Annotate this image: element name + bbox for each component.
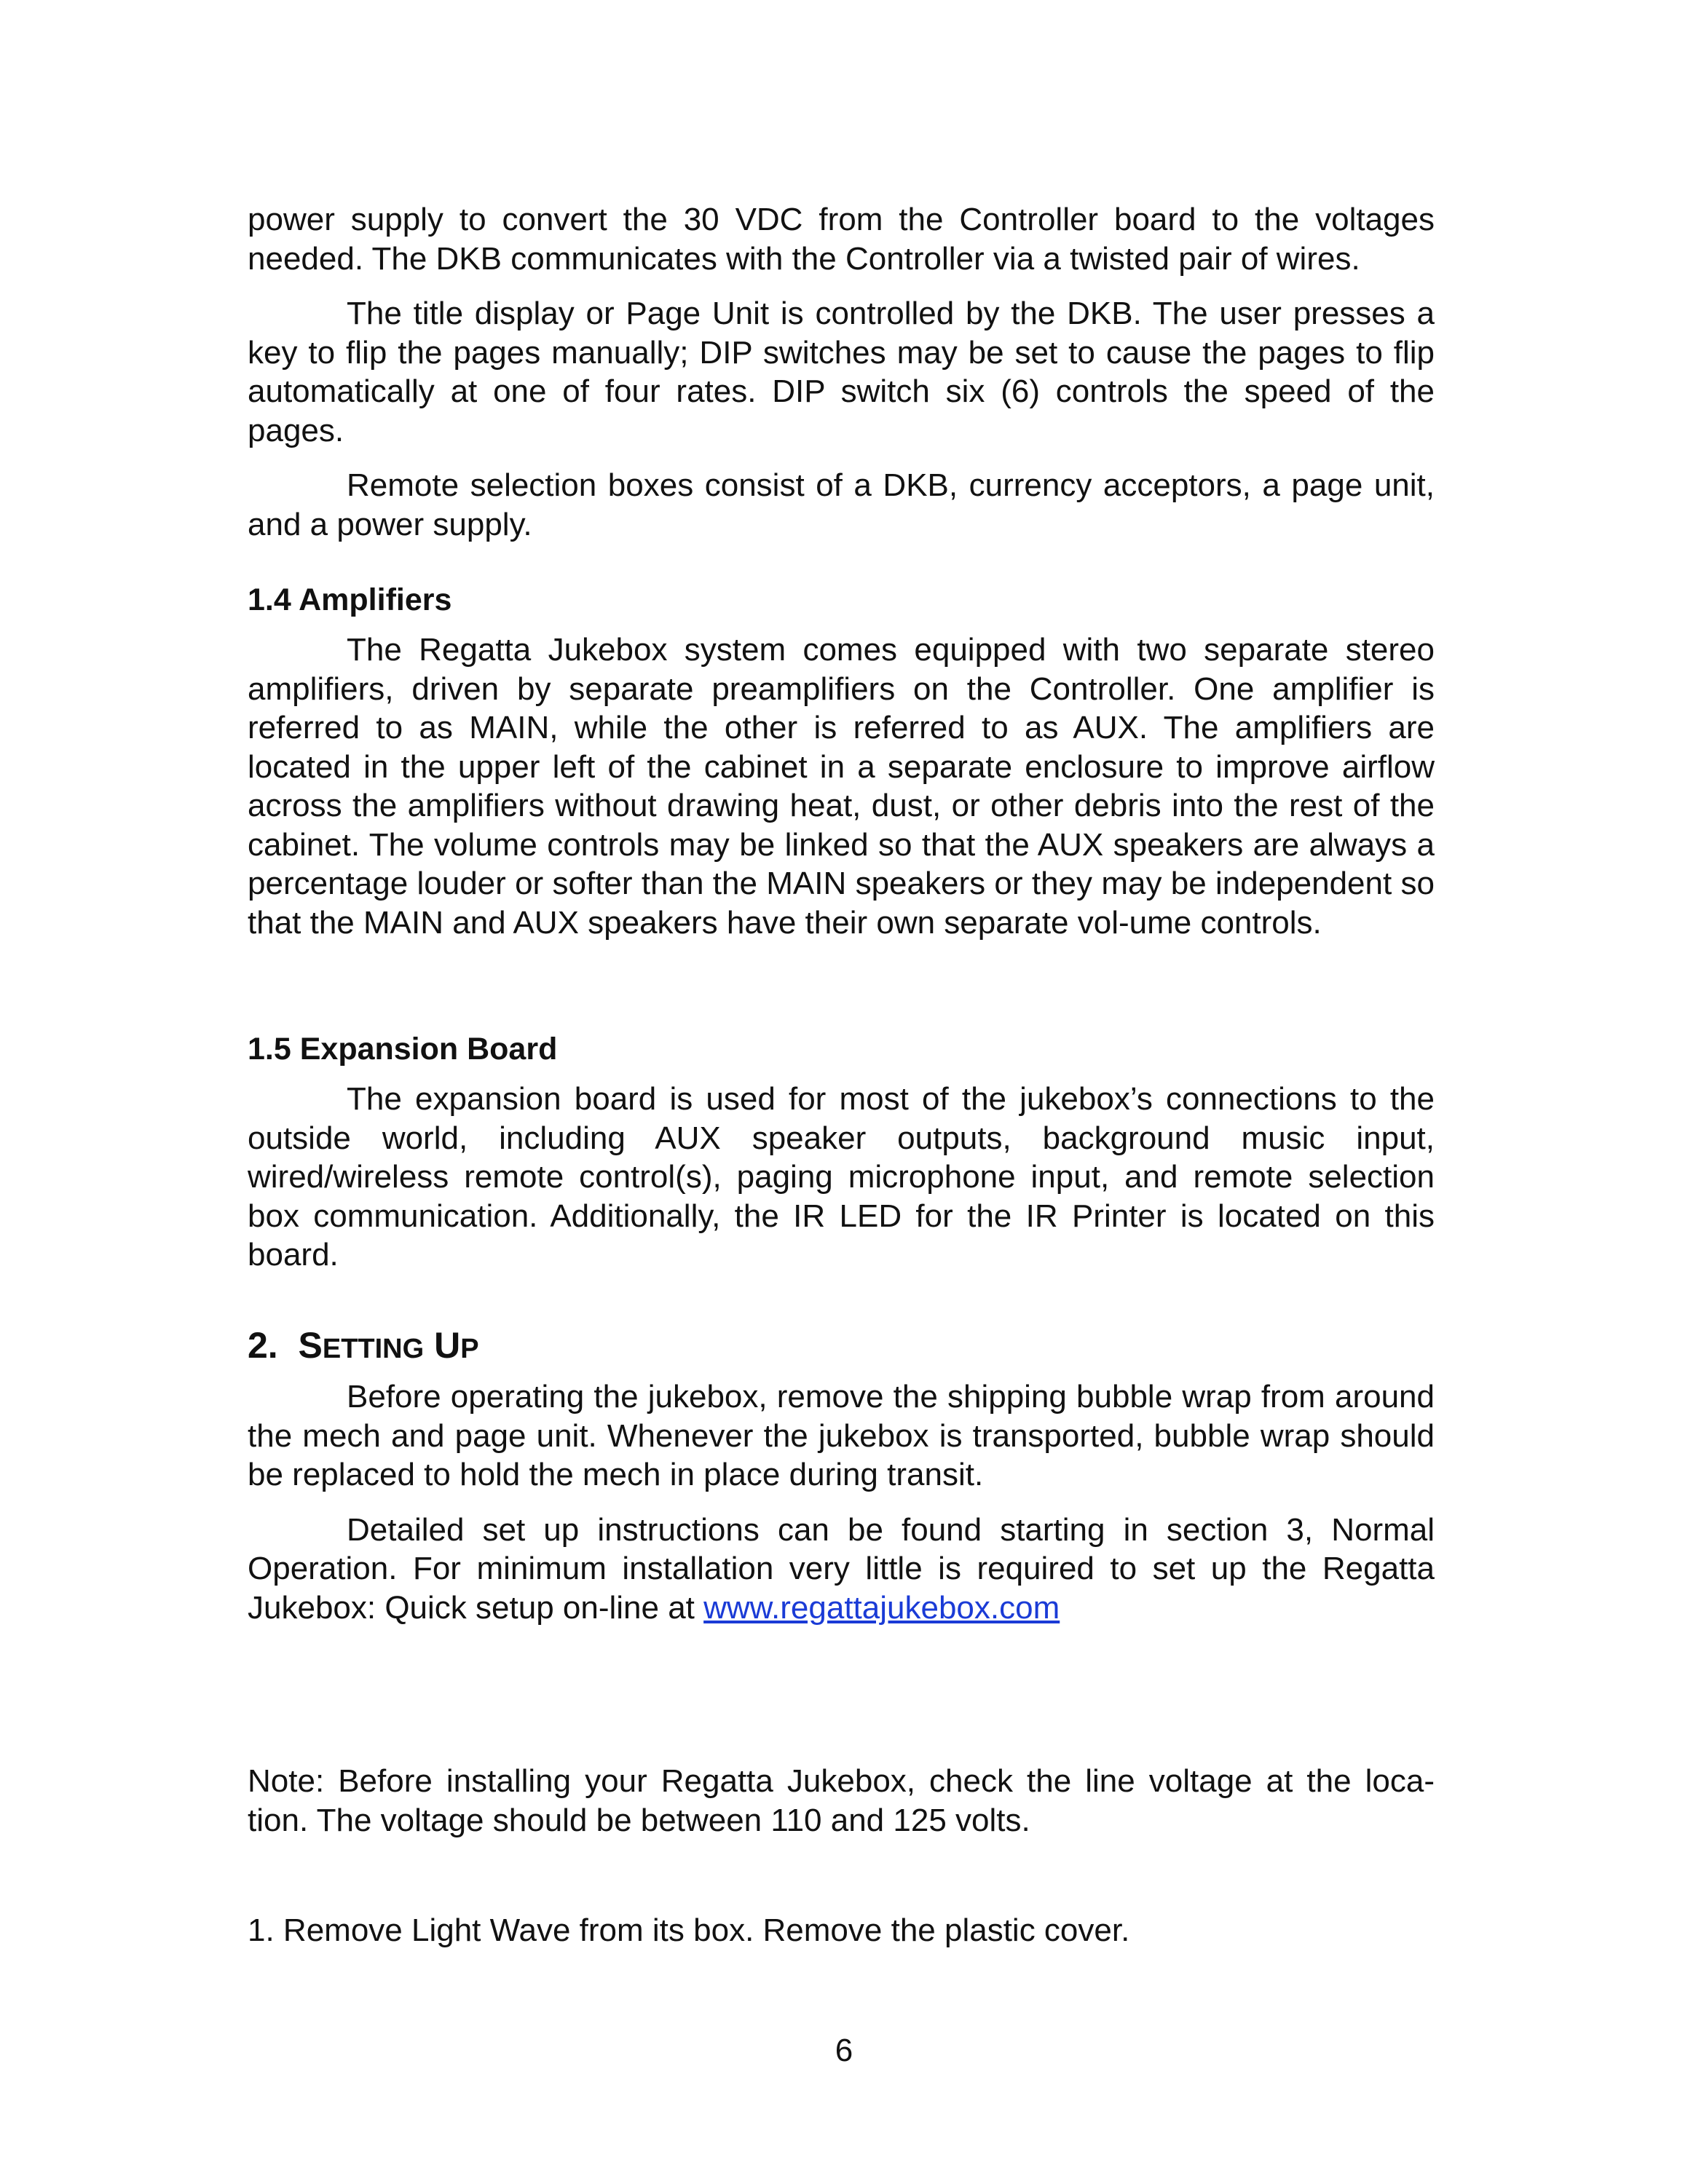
setting-up-paragraph-2-text: Detailed set up instructions can be found starting in section 3, Normal Operation. For minimum installation very little is required to set up the Regatta Jukebox: Quick setup on-line at [248,1511,1435,1626]
regatta-website-link[interactable]: www.regattajukebox.com [703,1589,1060,1626]
setting-up-title-p: P [460,1334,479,1364]
intro-paragraph-3: Remote selection boxes consist of a DKB, currency acceptors, a page unit, and a power supply. [248,467,1435,542]
intro-paragraph-1: power supply to convert the 30 VDC from the Controller board to the voltages needed. The DKB communicates with the Controller via a twisted pair of wires. [248,202,1435,277]
setting-up-section [248,1377,1435,1627]
setting-up-title-u: U [434,1325,461,1366]
amplifiers-section [248,630,1435,942]
setting-up-heading [248,1324,479,1371]
setting-up-title-etting: ETTING [322,1334,425,1364]
step-block [248,1911,1435,1950]
amplifiers-heading: 1.4 Amplifiers [248,582,452,617]
step-1-text: 1. Remove Light Wave from its box. Remove the plastic cover. [248,1912,1130,1948]
expansion-board-section [248,1080,1435,1275]
intro-paragraph-2: The title display or Page Unit is controlled by the DKB. The user presses a key to flip the pages manually; DIP switches may be set to cause the pages to flip automatically at one of four rates. DIP switch six (6) controls the speed of the pages. [248,296,1435,448]
setting-up-paragraph-2 [248,1511,1435,1628]
setting-up-paragraph-1: Before operating the jukebox, remove the shipping bubble wrap from around the mech and page unit. Whenever the jukebox is transported, bubble wrap should be replaced to hold the mech in place during transit. [248,1379,1435,1492]
line-voltage-note: Note: Before installing your Regatta Jukebox, check the line voltage at the loca-tion. The voltage should be between 110 and 125 volts. [248,1763,1435,1838]
expansion-board-heading: 1.5 Expansion Board [248,1032,558,1067]
setting-up-number: 2. [248,1325,278,1366]
note-block [248,1762,1435,1840]
setting-up-title-s: S [298,1325,323,1366]
intro-block [248,200,1435,544]
expansion-board-paragraph: The expansion board is used for most of the jukebox’s connections to the outside world, including AUX speaker outputs, background music input, wired/wireless remote control(s), paging microphone input, and remote selection box communication. Additionally, the IR LED for the IR Printer is located on this board. [248,1081,1435,1273]
page-number: 6 [835,2033,853,2068]
amplifiers-paragraph: The Regatta Jukebox system comes equipped with two separate stereo amplifiers, driven by separate preamplifiers on the Controller. One amplifier is referred to as MAIN, while the other is referred to as AUX. The amplifiers are located in the upper left of the cabinet in a separate enclosure to improve airflow across the amplifiers without drawing heat, dust, or other debris into the rest of the cabinet. The volume controls may be linked so that the AUX speakers are always a percentage louder or softer than the MAIN speakers or they may be independent so that the MAIN and AUX speakers have their own separate vol-ume controls. [248,632,1435,941]
